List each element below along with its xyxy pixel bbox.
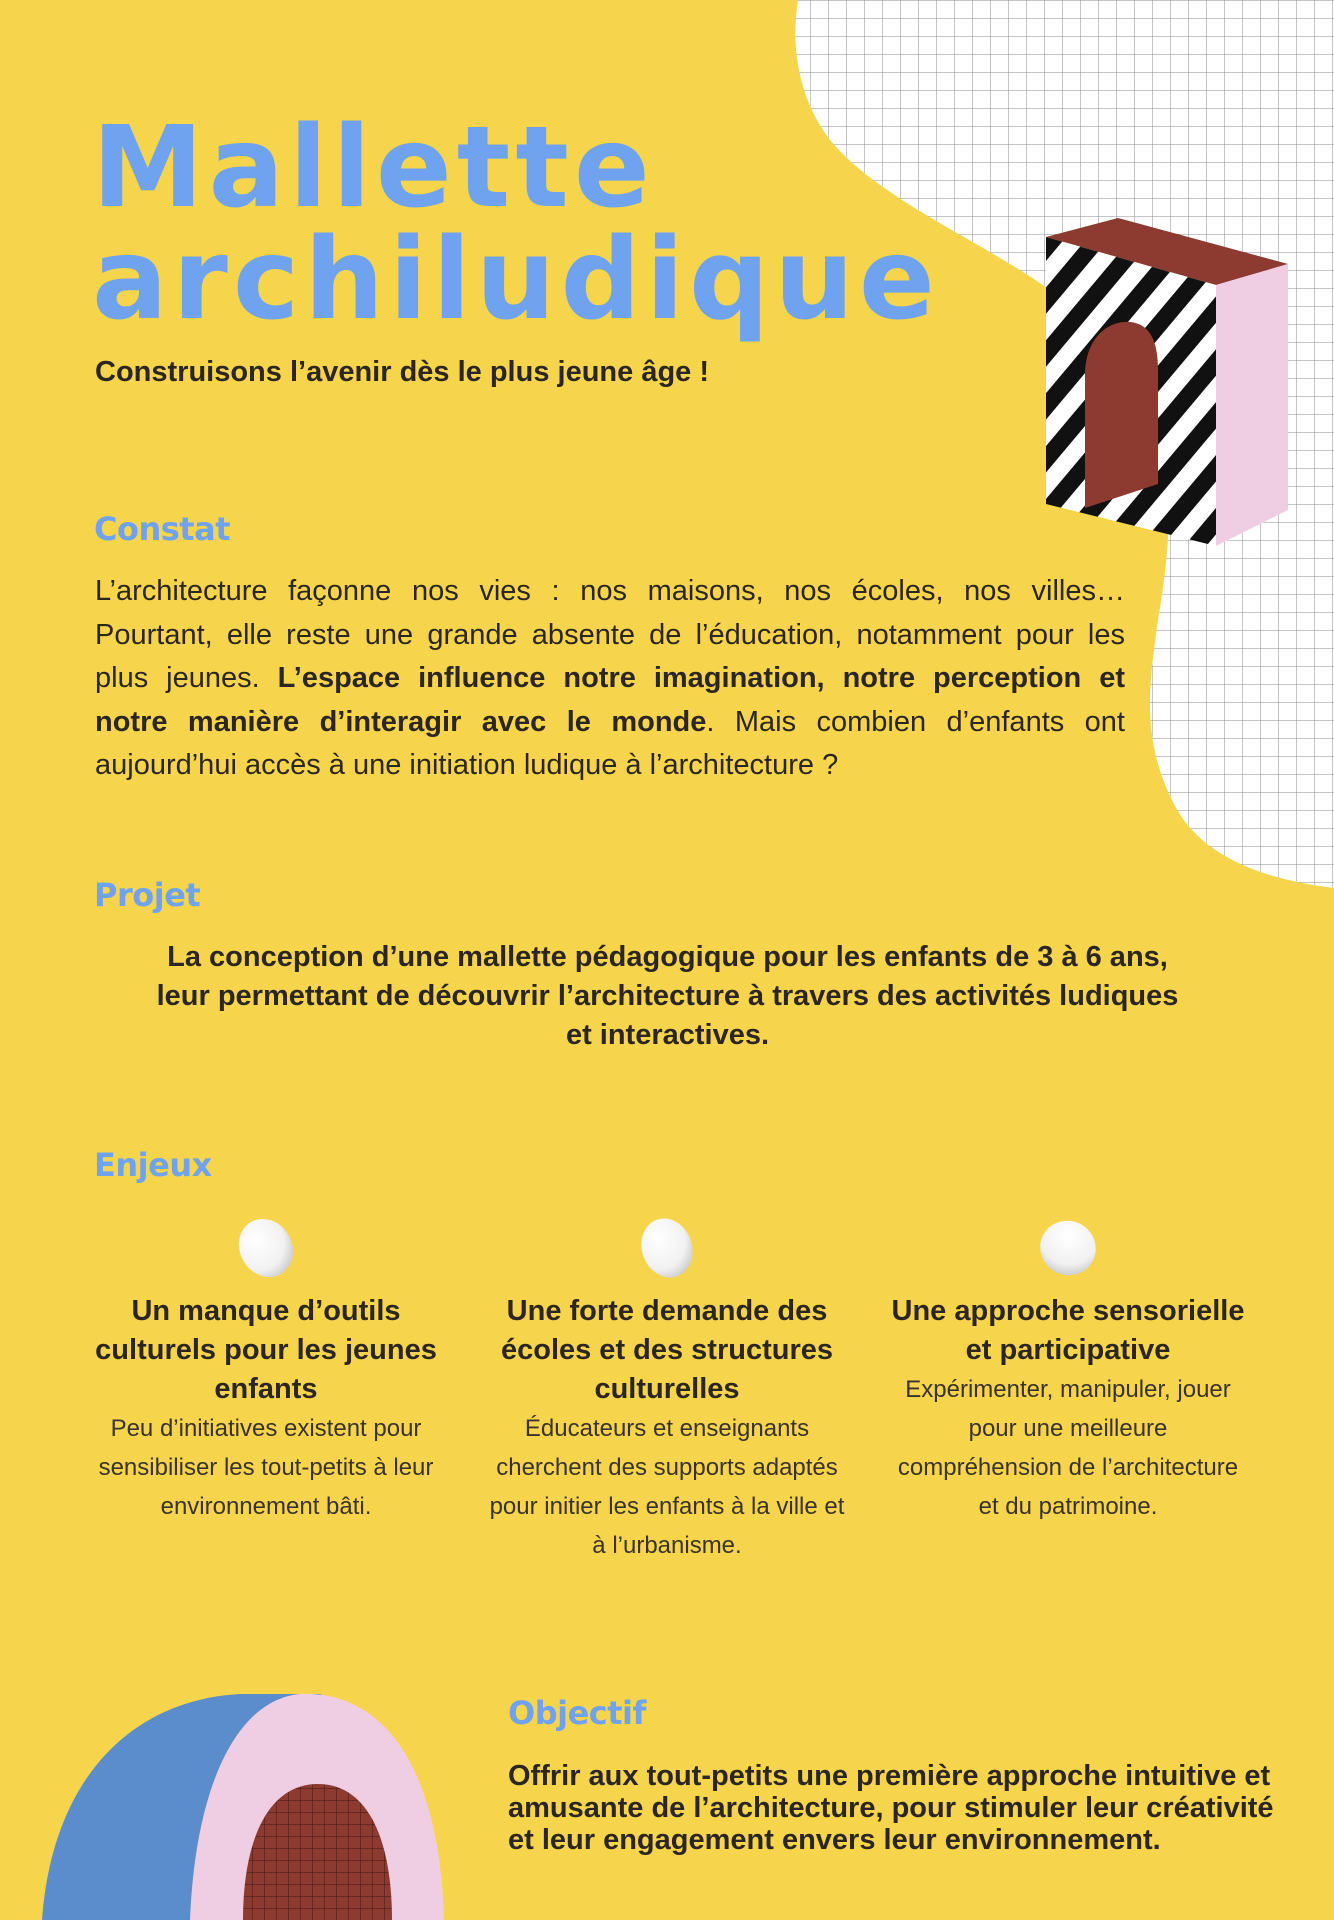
projet-text: La conception d’une mallette pédagogique pour les enfants de 3 à 6 ans, leur permettant de découvrir l’architecture à travers des activités ludiques et interactives. — [156, 941, 1179, 1051]
striped-arch-illustration — [1046, 218, 1288, 546]
enjeu-text: Peu d’initiatives existent pour sensibiliser les tout-petits à leur environnement bâti. — [98, 1415, 434, 1520]
pebble-icon — [226, 1212, 306, 1282]
enjeu-title: Un manque d’outils culturels pour les jeunes enfants — [95, 1295, 437, 1405]
constat-text — [95, 570, 1125, 788]
enjeu-item — [487, 1212, 847, 1565]
bottom-arch-illustration — [42, 1694, 444, 1920]
title-line-1: Mallette — [92, 103, 655, 233]
objectif-heading: Objectif — [508, 1694, 646, 1732]
objectif-text: Offrir aux tout-petits une première approche intuitive et amusante de l’architecture, pour stimuler leur créativité et leur engagement envers leur environnement. — [508, 1760, 1274, 1856]
enjeu-item — [888, 1212, 1248, 1526]
subtitle: Construisons l’avenir dès le plus jeune âge ! — [95, 356, 709, 388]
page-title — [92, 103, 940, 345]
constat-text-bold: L’espace influence notre imagination, notre perception et notre manière d’interagir avec le monde — [95, 662, 1126, 738]
title-line-2: archiludique — [92, 215, 940, 345]
enjeu-text: Expérimenter, manipuler, jouer pour une meilleure compréhension de l’architecture et du patrimoine. — [897, 1376, 1239, 1520]
enjeu-title: Une approche sensorielle et participative — [891, 1295, 1245, 1366]
pebble-icon — [1028, 1212, 1108, 1282]
pebble-icon — [627, 1212, 707, 1282]
enjeu-item — [86, 1212, 446, 1526]
constat-heading: Constat — [94, 510, 230, 548]
constat-text-after: . Mais combien d’enfants ont aujourd’hui accès à une initiation ludique à l’architecture ? — [95, 705, 1125, 781]
projet-heading: Projet — [94, 876, 201, 914]
enjeux-heading: Enjeux — [94, 1146, 212, 1184]
enjeu-text: Éducateurs et enseignants cherchent des supports adaptés pour initier les enfants à la ville et à l’urbanisme. — [489, 1415, 845, 1559]
enjeu-title: Une forte demande des écoles et des structures culturelles — [500, 1295, 834, 1405]
constat-text-before: L’architecture façonne nos vies : nos maisons, nos écoles, nos villes… Pourtant, elle reste une grande absente de l’éducation, notamment pour les plus jeunes. — [95, 575, 1125, 694]
